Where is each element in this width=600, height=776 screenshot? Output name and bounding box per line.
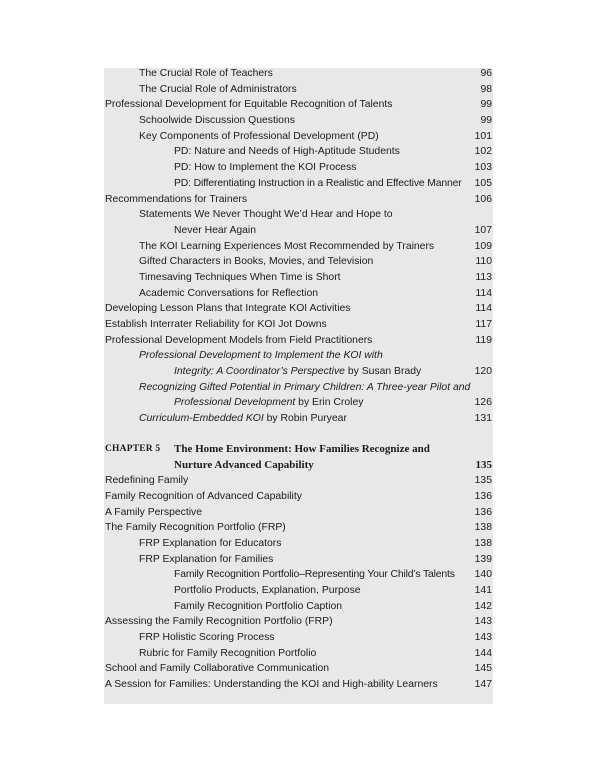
toc-entry-page: 138 xyxy=(474,537,492,549)
toc-entry-page: 145 xyxy=(474,663,492,675)
toc-entry-author: by Erin Croley xyxy=(295,397,364,409)
toc-entry[interactable] xyxy=(104,505,493,521)
toc-entry-title: FRP Explanation for Families xyxy=(139,553,274,565)
toc-entry-page: 117 xyxy=(475,319,492,330)
toc-entry-title: PD: Differentiating Instruction in a Realistic and Effective Manner xyxy=(174,177,462,189)
toc-entry-title: Assessing the Family Recognition Portfolio (FRP) xyxy=(105,616,333,628)
toc-entry[interactable] xyxy=(104,270,493,286)
toc-entry-continuation[interactable] xyxy=(104,364,493,380)
toc-entry-title: The Crucial Role of Teachers xyxy=(139,68,273,79)
toc-entry-title: Professional Development Models from Field Practitioners xyxy=(105,334,373,346)
toc-entry-page: 143 xyxy=(474,616,492,628)
toc-entry-page: 102 xyxy=(474,146,492,158)
toc-entry-title: Gifted Characters in Books, Movies, and Television xyxy=(139,256,374,268)
chapter-page: 135 xyxy=(475,458,492,471)
toc-entry-page: 98 xyxy=(480,83,492,95)
toc-entry-title: PD: Nature and Needs of High-Aptitude Students xyxy=(174,146,400,158)
toc-entry-title-italic: Integrity: A Coordinator’s Perspective xyxy=(174,366,345,378)
toc-entry-title: Family Recognition Portfolio–Representing Your Child’s Talents xyxy=(174,569,455,581)
toc-entry[interactable] xyxy=(104,677,493,693)
toc-entry-page: 103 xyxy=(474,162,492,174)
chapter-label: CHAPTER 5 xyxy=(105,443,161,454)
toc-entry[interactable] xyxy=(104,97,493,113)
toc-entry[interactable] xyxy=(104,411,493,427)
toc-entry-page: 139 xyxy=(474,553,492,565)
toc-entry[interactable] xyxy=(104,207,493,223)
toc-entry-title: Statements We Never Thought We’d Hear and Hope to xyxy=(139,209,393,221)
toc-entry-title: Academic Conversations for Reflection xyxy=(139,287,319,299)
toc-entry[interactable] xyxy=(104,599,493,615)
toc-entry-page: 142 xyxy=(474,600,492,612)
toc-entry-title: Recommendations for Trainers xyxy=(105,193,248,205)
toc-entry-page: 99 xyxy=(480,99,492,111)
toc-entry-title-continued: Never Hear Again xyxy=(174,224,257,236)
toc-entry-page: 119 xyxy=(475,334,492,346)
toc-entry[interactable] xyxy=(104,520,493,536)
toc-entry[interactable] xyxy=(104,567,493,583)
toc-entry[interactable] xyxy=(104,82,493,98)
toc-entry-page: 143 xyxy=(474,632,492,644)
toc-entry[interactable] xyxy=(104,301,493,317)
toc-entry[interactable] xyxy=(104,317,493,333)
chapter-title: The Home Environment: How Families Recognize and xyxy=(174,442,430,455)
toc-entry-title: Developing Lesson Plans that Integrate KOI Activities xyxy=(105,303,351,315)
toc-entry[interactable] xyxy=(104,254,493,270)
toc-entry-page: 109 xyxy=(474,240,492,252)
toc-entry-title: The Family Recognition Portfolio (FRP) xyxy=(105,522,286,534)
toc-entry-title: FRP Explanation for Educators xyxy=(139,537,282,549)
toc-entry-title xyxy=(139,411,347,427)
toc-entry[interactable] xyxy=(104,129,493,145)
toc-entry-title: Schoolwide Discussion Questions xyxy=(139,115,295,127)
toc-entry-title: FRP Holistic Scoring Process xyxy=(139,632,275,644)
toc-entry-page: 138 xyxy=(474,522,492,534)
toc-entry-page: 120 xyxy=(474,366,492,378)
toc-entry-title: Redefining Family xyxy=(105,475,189,487)
toc-entry[interactable] xyxy=(104,192,493,208)
toc-entry-title-continued xyxy=(174,395,363,411)
toc-entry-title xyxy=(139,348,383,364)
toc-entry-title xyxy=(139,380,470,396)
toc-entry-title: Portfolio Products, Explanation, Purpose xyxy=(174,585,361,596)
toc-entry-title: Family Recognition Portfolio Caption xyxy=(174,600,343,612)
toc-entry-page: 113 xyxy=(475,271,492,283)
toc-entry[interactable] xyxy=(104,286,493,302)
toc-entry-page: 105 xyxy=(474,177,492,189)
toc-entry[interactable] xyxy=(104,66,493,82)
toc-entry-title-italic: Professional Development to Implement the KOI with xyxy=(139,350,383,362)
toc-entry-title: A Family Perspective xyxy=(105,506,203,518)
toc-entry[interactable] xyxy=(104,583,493,599)
toc-entry-title: School and Family Collaborative Communication xyxy=(105,663,330,675)
toc-entry[interactable] xyxy=(104,380,493,396)
toc-entry-title: A Session for Families: Understanding the KOI and High-ability Learners xyxy=(105,679,438,691)
toc-entry[interactable] xyxy=(104,630,493,646)
toc-entry[interactable] xyxy=(104,473,493,489)
toc-entry[interactable] xyxy=(104,646,493,662)
toc-entry-title-italic: Professional Development xyxy=(174,397,296,409)
toc-entry-title: PD: How to Implement the KOI Process xyxy=(174,162,357,174)
toc-entry-page: 144 xyxy=(474,647,492,659)
toc-entry-page: 114 xyxy=(475,303,492,315)
toc-entry-page: 106 xyxy=(474,193,492,205)
toc-entry[interactable] xyxy=(104,113,493,129)
toc-entry[interactable] xyxy=(104,176,493,192)
toc-entry[interactable] xyxy=(104,614,493,630)
toc-entry-title: Establish Interrater Reliability for KOI Jot Downs xyxy=(105,319,327,330)
toc-entry[interactable] xyxy=(104,160,493,176)
toc-entry-title: Timesaving Techniques When Time is Short xyxy=(139,271,341,283)
chapter-heading[interactable] xyxy=(104,442,493,458)
toc-entry-title-italic: Curriculum-Embedded KOI xyxy=(139,413,264,425)
toc-entry-page: 101 xyxy=(474,130,492,142)
chapter-heading-continuation[interactable] xyxy=(104,458,493,474)
toc-entry-page: 126 xyxy=(474,397,492,409)
toc-entry[interactable] xyxy=(104,489,493,505)
toc-entry-page: 136 xyxy=(474,506,492,518)
toc-entry-page: 114 xyxy=(475,287,492,299)
toc-entry-page: 136 xyxy=(474,490,492,502)
section-spacer xyxy=(104,427,493,442)
toc-entry[interactable] xyxy=(104,239,493,255)
toc-entry[interactable] xyxy=(104,144,493,160)
toc-entry-title-continued xyxy=(174,364,421,380)
toc-entry-title: Key Components of Professional Development (PD) xyxy=(139,130,379,142)
toc-entry-page: 140 xyxy=(474,569,492,581)
toc-entry-title: The KOI Learning Experiences Most Recommended by Trainers xyxy=(139,240,435,252)
chapter-title-continued: Nurture Advanced Capability xyxy=(174,458,314,471)
toc-entry-title: Family Recognition of Advanced Capability xyxy=(105,490,302,502)
toc-entry[interactable] xyxy=(104,333,493,349)
toc-entry-continuation[interactable] xyxy=(104,223,493,239)
toc-entry-continuation[interactable] xyxy=(104,395,493,411)
toc-entry-page: 141 xyxy=(474,585,492,596)
toc-entry-title: The Crucial Role of Administrators xyxy=(139,83,297,95)
toc-entry[interactable] xyxy=(104,348,493,364)
toc-entry-page: 96 xyxy=(480,68,492,79)
toc-entry-page: 131 xyxy=(474,413,492,425)
toc-entry-title: Rubric for Family Recognition Portfolio xyxy=(139,647,317,659)
toc-entry-page: 135 xyxy=(474,475,492,487)
toc-entry-page: 147 xyxy=(474,679,492,691)
toc-entry[interactable] xyxy=(104,552,493,568)
toc-entry[interactable] xyxy=(104,536,493,552)
toc-entry[interactable] xyxy=(104,661,493,677)
toc-entry-page: 110 xyxy=(475,256,492,268)
table-of-contents xyxy=(104,66,493,693)
toc-entry-author: by Susan Brady xyxy=(344,366,422,378)
toc-entry-title: Professional Development for Equitable Recognition of Talents xyxy=(105,99,393,111)
toc-entry-title-italic: Recognizing Gifted Potential in Primary Children: A Three-year Pilot and xyxy=(139,381,471,393)
toc-entry-author: by Robin Puryear xyxy=(263,413,347,425)
toc-entry-page: 99 xyxy=(480,115,492,127)
toc-entry-page: 107 xyxy=(474,224,492,236)
